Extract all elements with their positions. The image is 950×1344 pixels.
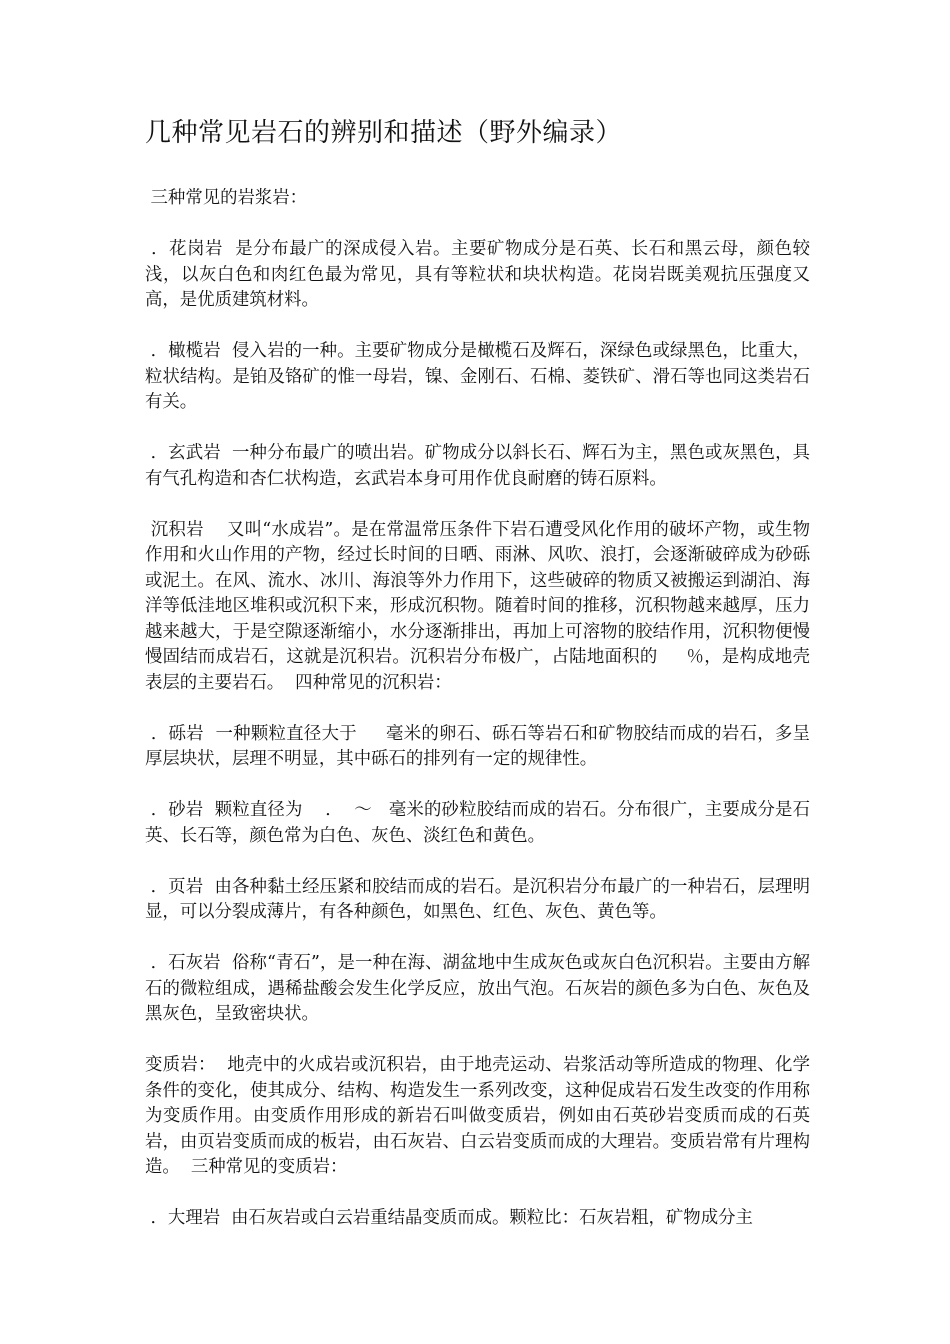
- paragraph-shale: ．页岩 由各种黏土经压紧和胶结而成的岩石。是沉积岩分布最广的一种岩石，层理明显，可以分裂成薄片，有各种颜色，如黑色、红色、灰色、黄色等。: [145, 876, 810, 922]
- paragraph-sedimentary-rock: 沉积岩 又叫“水成岩”。是在常温常压条件下岩石遭受风化作用的破坏产物，或生物作用和火山作用的产物，经过长时间的日晒、雨淋、风吹、浪打，会逐渐破碎成为砂砾或泥土。在风、流水、冰川、海浪等外力作用下，这些破碎的物质又被搬运到湖泊、海洋等低洼地区堆积或沉积下来，形成沉积物。随着时间的推移，沉积物越来越厚，压力越来越大，于是空隙逐渐缩小，水分逐渐排出，再加上可溶物的胶结作用，沉积物便慢慢固结而成岩石，这就是沉积岩。沉积岩分布极广，占陆地面积的 ％，是构成地壳表层的主要岩石。 四种常见的沉积岩：: [145, 519, 810, 693]
- paragraph-conglomerate: ．砾岩 一种颗粒直径大于 毫米的卵石、砾石等岩石和矿物胶结而成的岩石，多呈厚层块状，层理不明显，其中砾石的排列有一定的规律性。: [145, 723, 811, 769]
- paragraph-peridotite: ．橄榄岩 侵入岩的一种。主要矿物成分是橄榄石及辉石，深绿色或绿黑色，比重大，粒状结构。是铂及铬矿的惟一母岩，镍、金刚石、石棉、菱铁矿、滑石等也同这类岩石有关。: [145, 341, 810, 412]
- document-title: 几种常见岩石的辨别和描述（野外编录）: [145, 118, 623, 148]
- document-body: [145, 186, 810, 1257]
- paragraph-igneous-heading: 三种常见的岩浆岩：: [145, 188, 308, 208]
- paragraph-limestone: ．石灰岩 俗称“青石”，是一种在海、湖盆地中生成灰色或灰白色沉积岩。主要由方解石的微粒组成，遇稀盐酸会发生化学反应，放出气泡。石灰岩的颜色多为白色、灰色及黑灰色，呈致密块状。: [145, 953, 811, 1024]
- paragraph-basalt: ．玄武岩 一种分布最广的喷出岩。矿物成分以斜长石、辉石为主，黑色或灰黑色，具有气孔构造和杏仁状构造，玄武岩本身可用作优良耐磨的铸石原料。: [145, 443, 810, 489]
- paragraph-marble: ．大理岩 由石灰岩或白云岩重结晶变质而成。颗粒比：石灰岩粗，矿物成分主: [145, 1208, 753, 1228]
- paragraph-granite: ．花岗岩 是分布最广的深成侵入岩。主要矿物成分是石英、长石和黑云母，颜色较浅，以灰白色和肉红色最为常见，具有等粒状和块状构造。花岗岩既美观抗压强度又高，是优质建筑材料。: [145, 239, 811, 310]
- paragraph-metamorphic-rock: 变质岩： 地壳中的火成岩或沉积岩，由于地壳运动、岩浆活动等所造成的物理、化学条件的变化，使其成分、结构、构造发生一系列改变，这种促成岩石发生改变的作用称为变质作用。由变质作用形成的新岩石叫做变质岩，例如由石英砂岩变质而成的石英岩，由页岩变质而成的板岩，由石灰岩、白云岩变质而成的大理岩。变质岩常有片理构造。 三种常见的变质岩：: [145, 1055, 810, 1177]
- paragraph-sandstone: ．砂岩 颗粒直径为 ． ～ 毫米的砂粒胶结而成的岩石。分布很广，主要成分是石英、长石等，颜色常为白色、灰色、淡红色和黄色。: [145, 800, 811, 846]
